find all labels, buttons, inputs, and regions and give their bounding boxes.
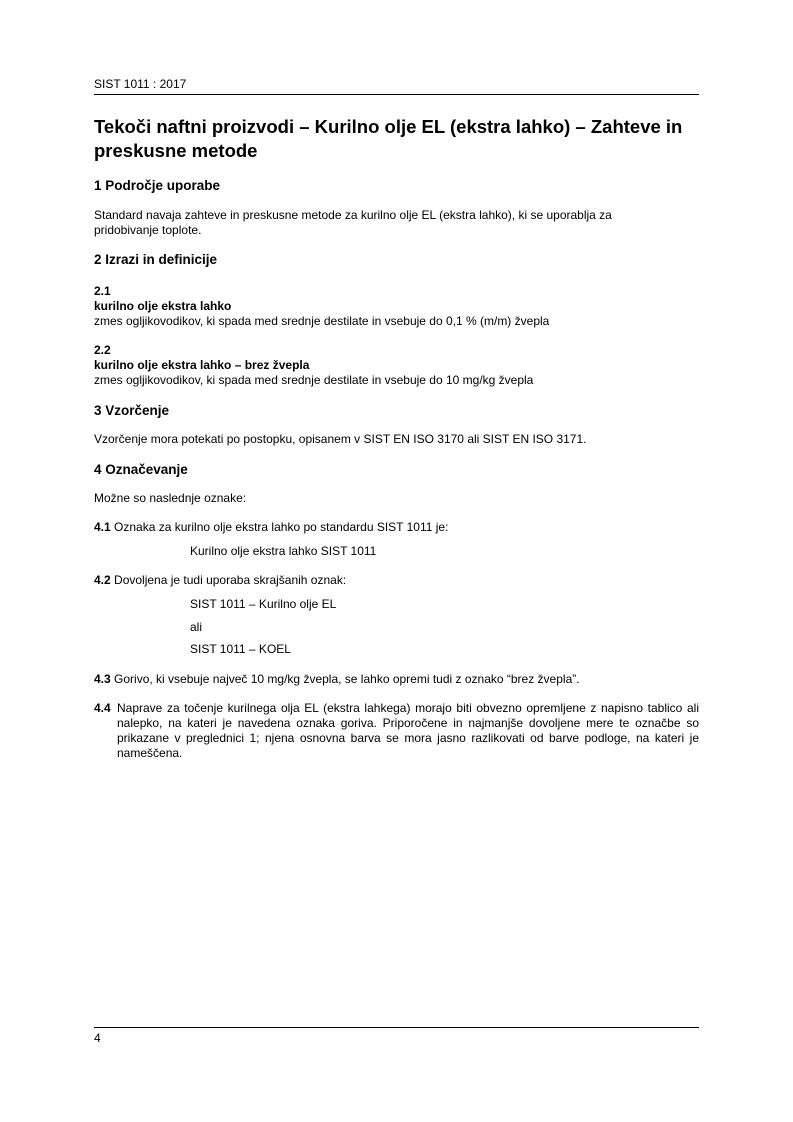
definition-term: kurilno olje ekstra lahko bbox=[94, 299, 232, 313]
clause-4-2 bbox=[94, 573, 699, 588]
clause-number: 4.4 bbox=[94, 701, 111, 715]
clause-number: 4.2 bbox=[94, 573, 111, 587]
section-1-text bbox=[94, 208, 699, 238]
document-title: Tekoči naftni proizvodi – Kurilno olje EL (ekstra lahko) – Zahteve in preskusne metode bbox=[94, 116, 683, 161]
section-3-text: Vzorčenje mora potekati po postopku, opisanem v SIST EN ISO 3170 ali SIST EN ISO 3171. bbox=[94, 432, 587, 446]
clause-number: 4.1 bbox=[94, 520, 111, 534]
section-1-heading: 1 Področje uporabe bbox=[94, 178, 221, 193]
clause-text: Dovoljena je tudi uporaba skrajšanih oznak: bbox=[110, 573, 347, 587]
clause-number: 4.3 bbox=[94, 672, 111, 686]
definition-2-2 bbox=[94, 343, 699, 388]
section-4-intro: Možne so naslednje oznake: bbox=[94, 491, 247, 505]
section-2-heading: 2 Izrazi in definicije bbox=[94, 252, 218, 267]
header-doc-id: SIST 1011 : 2017 bbox=[94, 77, 187, 91]
clause-4-1-example: Kurilno olje ekstra lahko SIST 1011 bbox=[190, 544, 377, 558]
definition-number: 2.1 bbox=[94, 284, 111, 298]
page-number: 4 bbox=[94, 1031, 101, 1045]
footer-rule bbox=[94, 1027, 699, 1028]
clause-text: Oznaka za kurilno olje ekstra lahko po standardu SIST 1011 je: bbox=[110, 520, 449, 534]
definition-text: zmes ogljikovodikov, ki spada med srednje destilate in vsebuje do 10 mg/kg žvepla bbox=[94, 373, 534, 387]
section-1-text-line1: Standard navaja zahteve in preskusne metode za kurilno olje EL (ekstra lahko), ki se uporablja za bbox=[94, 208, 612, 222]
section-3-heading: 3 Vzorčenje bbox=[94, 403, 170, 418]
definition-2-1 bbox=[94, 284, 699, 329]
clause-text: Naprave za točenje kurilnega olja EL (ekstra lahkega) morajo biti obvezno opremljene z napisno tablico ali nalepko, na kateri je navedena oznaka goriva. Priporočene in najmanjše dovoljene mere te označbe so prikazane v preglednici 1; njena osnovna barva se mora jasno razlikovati od barve podloge, na kateri je nameščena. bbox=[117, 701, 699, 760]
header-rule bbox=[94, 94, 699, 95]
clause-4-1 bbox=[94, 520, 699, 535]
clause-4-2-or: ali bbox=[190, 620, 203, 634]
definition-number: 2.2 bbox=[94, 343, 111, 357]
clause-4-2-example-1: SIST 1011 – Kurilno olje EL bbox=[190, 597, 337, 611]
section-4-heading: 4 Označevanje bbox=[94, 462, 188, 477]
clause-text: Gorivo, ki vsebuje največ 10 mg/kg žvepla, se lahko opremi tudi z oznako “brez žvepla”. bbox=[110, 672, 580, 686]
definition-text: zmes ogljikovodikov, ki spada med srednje destilate in vsebuje do 0,1 % (m/m) žvepla bbox=[94, 314, 550, 328]
clause-4-2-example-2: SIST 1011 – KOEL bbox=[190, 642, 291, 656]
clause-4-4 bbox=[94, 701, 699, 763]
section-1-text-line2: pridobivanje toplote. bbox=[94, 223, 202, 237]
clause-4-3 bbox=[94, 672, 699, 687]
definition-term: kurilno olje ekstra lahko – brez žvepla bbox=[94, 358, 310, 372]
